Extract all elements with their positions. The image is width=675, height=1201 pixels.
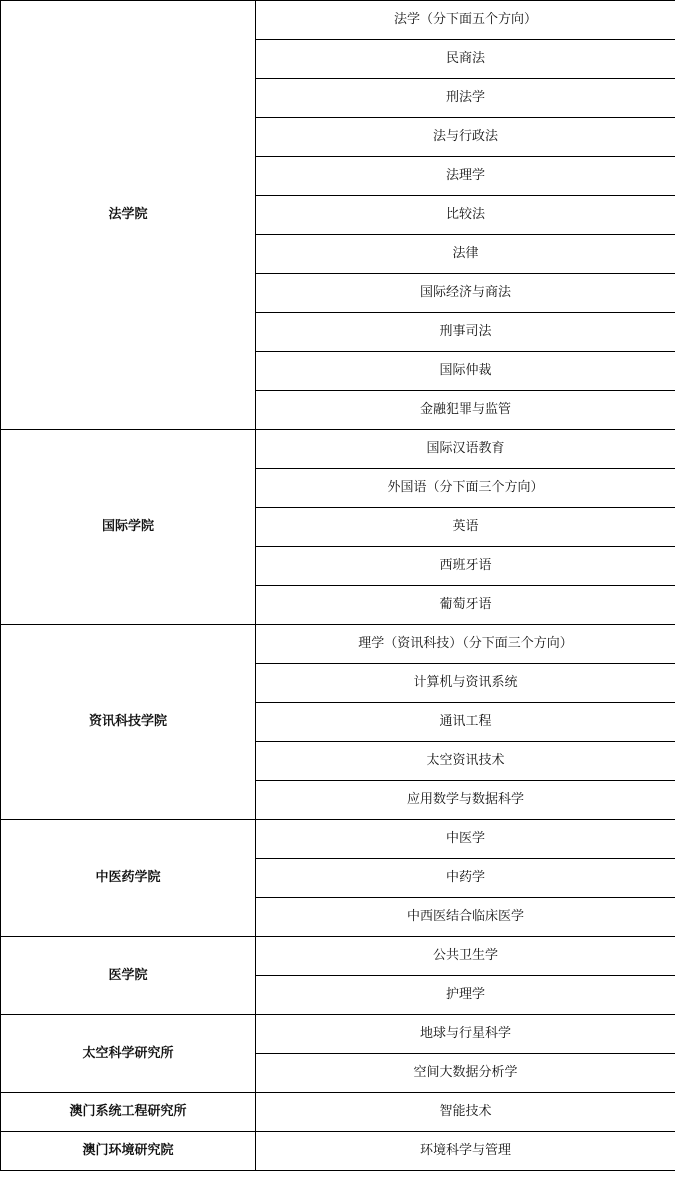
program-name-cell: 国际仲裁 (256, 352, 675, 391)
program-name-cell: 空间大数据分析学 (256, 1054, 675, 1093)
program-name-cell: 英语 (256, 508, 675, 547)
program-name-cell: 理学（资讯科技）（分下面三个方向） (256, 625, 675, 664)
program-name-cell: 刑法学 (256, 79, 675, 118)
program-name-cell: 法理学 (256, 157, 675, 196)
program-name-cell: 西班牙语 (256, 547, 675, 586)
table-row (1, 430, 675, 469)
table-row (1, 937, 675, 976)
program-name-cell: 计算机与资讯系统 (256, 664, 675, 703)
program-name-cell: 太空资讯技术 (256, 742, 675, 781)
program-name-cell: 外国语（分下面三个方向） (256, 469, 675, 508)
school-name-cell: 国际学院 (1, 430, 256, 625)
program-name-cell: 护理学 (256, 976, 675, 1015)
program-name-cell: 中医学 (256, 820, 675, 859)
table-row (1, 820, 675, 859)
table-row (1, 1015, 675, 1054)
table-row (1, 1093, 675, 1132)
school-name-cell: 太空科学研究所 (1, 1015, 256, 1093)
table-row (1, 1, 675, 40)
program-name-cell: 葡萄牙语 (256, 586, 675, 625)
program-name-cell: 刑事司法 (256, 313, 675, 352)
table-row (1, 625, 675, 664)
program-name-cell: 通讯工程 (256, 703, 675, 742)
program-name-cell: 法学（分下面五个方向） (256, 1, 675, 40)
program-name-cell: 国际经济与商法 (256, 274, 675, 313)
program-name-cell: 公共卫生学 (256, 937, 675, 976)
school-name-cell: 医学院 (1, 937, 256, 1015)
program-name-cell: 中西医结合临床医学 (256, 898, 675, 937)
program-name-cell: 金融犯罪与监管 (256, 391, 675, 430)
school-name-cell: 中医药学院 (1, 820, 256, 937)
school-name-cell: 资讯科技学院 (1, 625, 256, 820)
program-name-cell: 应用数学与数据科学 (256, 781, 675, 820)
program-name-cell: 环境科学与管理 (256, 1132, 675, 1171)
school-name-cell: 澳门系统工程研究所 (1, 1093, 256, 1132)
school-name-cell: 澳门环境研究院 (1, 1132, 256, 1171)
program-name-cell: 比较法 (256, 196, 675, 235)
school-name-cell: 法学院 (1, 1, 256, 430)
programs-table-body (1, 1, 675, 1171)
program-name-cell: 国际汉语教育 (256, 430, 675, 469)
program-name-cell: 法与行政法 (256, 118, 675, 157)
program-name-cell: 民商法 (256, 40, 675, 79)
table-row (1, 1132, 675, 1171)
program-name-cell: 智能技术 (256, 1093, 675, 1132)
program-name-cell: 中药学 (256, 859, 675, 898)
program-name-cell: 法律 (256, 235, 675, 274)
program-name-cell: 地球与行星科学 (256, 1015, 675, 1054)
